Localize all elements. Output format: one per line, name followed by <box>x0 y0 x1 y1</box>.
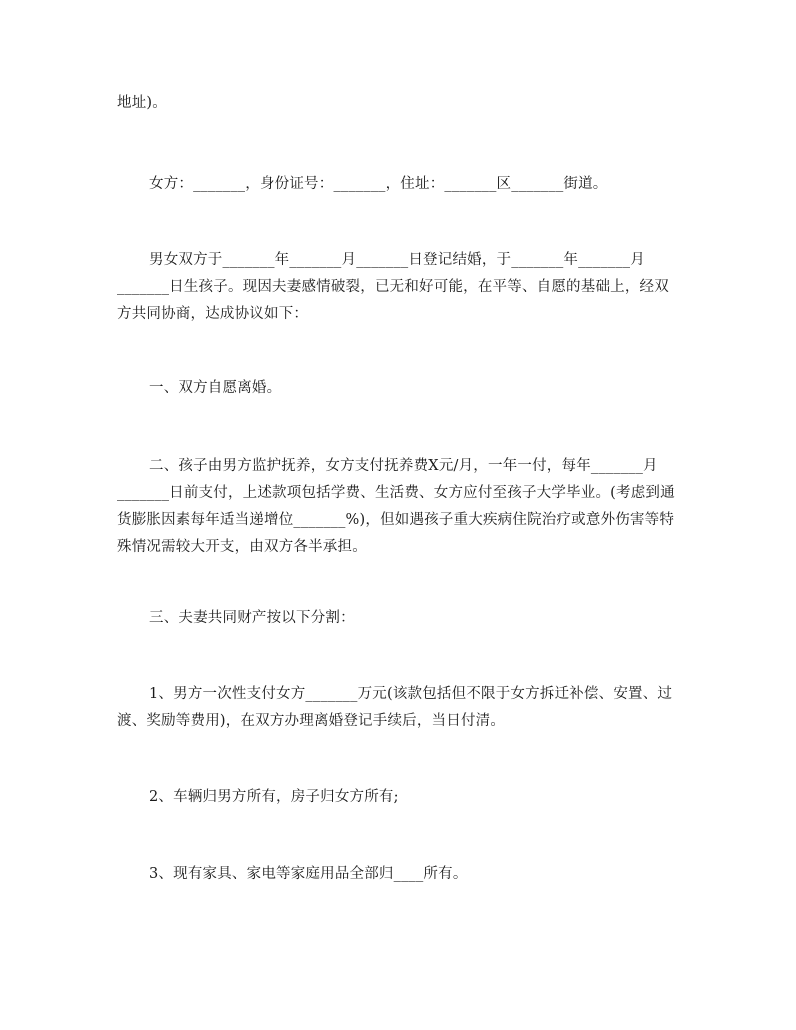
paragraph-address-tail: 地址)。 <box>117 95 167 111</box>
paragraph-female-party: 女方：_______，身份证号：_______，住址：_______区_______街道。 <box>149 176 608 192</box>
paragraph-marriage-info: 男女双方于_______年_______月_______日登记结婚，于_______年_______月_______日生孩子。现因夫妻感情破裂，已无和好可能，在平等、自愿的基础上，经双方共同协商，达成协议如下： <box>117 252 669 322</box>
clause-1-divorce: 一、双方自愿离婚。 <box>149 380 282 396</box>
sub-clause-1-payment: 1、男方一次性支付女方_______万元(该款包括但不限于女方拆迁补偿、安置、过渡、奖励等费用)，在双方办理离婚登记手续后，当日付清。 <box>117 686 673 729</box>
clause-3-property-division: 三、夫妻共同财产按以下分割： <box>149 610 355 626</box>
clause-2-child-custody: 二、孩子由男方监护抚养，女方支付抚养费X元/月，一年一付，每年_______月_______日前支付，上述款项包括学费、生活费、女方应付至孩子大学毕业。(考虑到通货膨胀因素每年适当递增位_______%)，但如遇孩子重大疾病住院治疗或意外伤害等特殊情况需较大开支，由双方各半承担。 <box>117 458 675 555</box>
sub-clause-2-vehicle-house: 2、车辆归男方所有，房子归女方所有; <box>149 789 399 805</box>
sub-clause-3-household-items: 3、现有家具、家电等家庭用品全部归____所有。 <box>149 866 468 882</box>
